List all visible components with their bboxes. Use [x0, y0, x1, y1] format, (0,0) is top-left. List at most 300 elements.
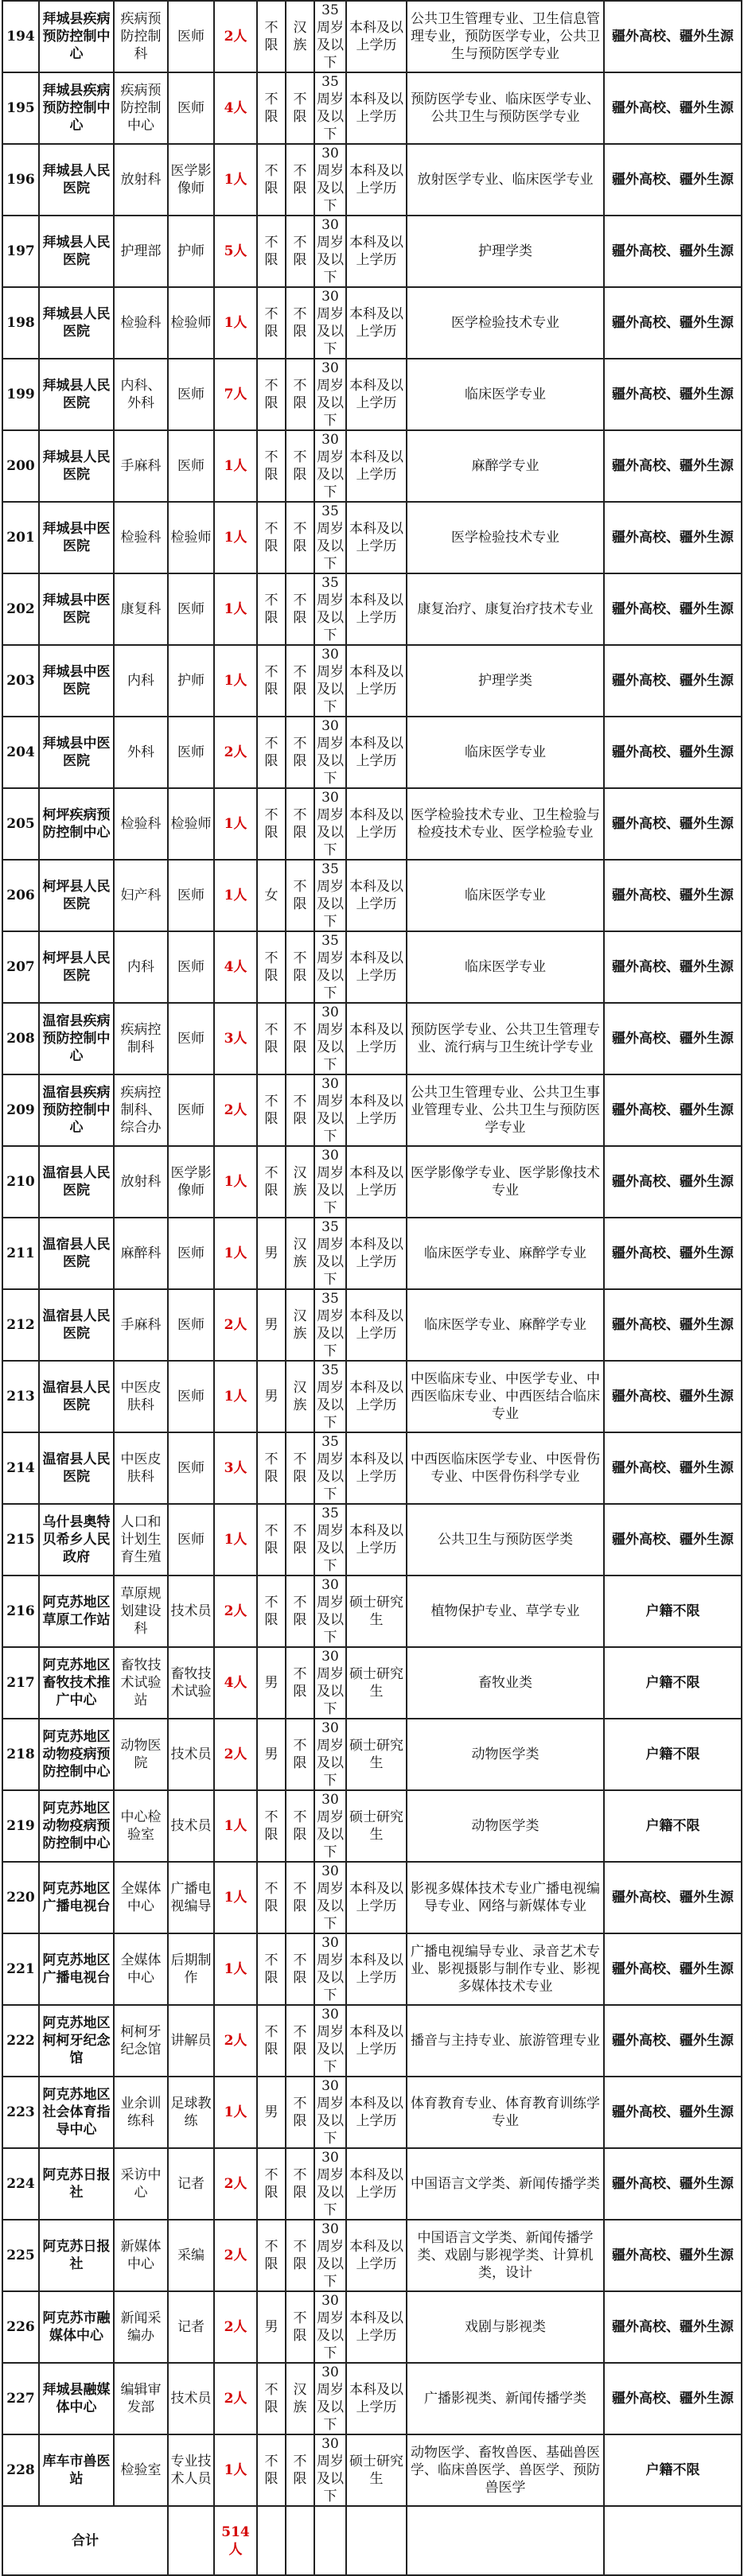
row-number: 220	[2, 1862, 39, 1933]
source-requirement: 疆外高校、疆外生源	[604, 2363, 742, 2434]
position: 记者	[168, 2291, 214, 2363]
unit-name: 拜城县中医医院	[39, 645, 114, 717]
table-row	[2, 1074, 742, 1146]
unit-name: 拜城县疾病预防控制中心	[39, 72, 114, 144]
total-label: 合计	[2, 2506, 168, 2575]
gender: 不限	[257, 1504, 286, 1576]
row-number: 217	[2, 1647, 39, 1719]
major-requirement: 护理学类	[407, 216, 604, 287]
position: 检验师	[168, 287, 214, 359]
age-limit: 35周岁及以下	[314, 1218, 346, 1289]
recruitment-table	[2, 0, 742, 2576]
department: 采访中心	[114, 2148, 168, 2220]
source-requirement: 疆外高校、疆外生源	[604, 2077, 742, 2148]
ethnicity: 汉族	[286, 1218, 314, 1289]
age-limit: 35周岁及以下	[314, 1432, 346, 1504]
department: 新媒体中心	[114, 2220, 168, 2291]
table-row	[2, 72, 742, 144]
table-row	[2, 1719, 742, 1790]
row-number: 214	[2, 1432, 39, 1504]
education: 本科及以上学历	[346, 573, 407, 645]
education: 硕士研究生	[346, 1719, 407, 1790]
table-row	[2, 1432, 742, 1504]
department: 外科	[114, 717, 168, 788]
table-row	[2, 1146, 742, 1218]
position: 医师	[168, 1003, 214, 1074]
unit-name: 拜城县人民医院	[39, 430, 114, 502]
gender: 不限	[257, 1074, 286, 1146]
age-limit: 30周岁及以下	[314, 788, 346, 860]
position: 采编	[168, 2220, 214, 2291]
unit-name: 阿克苏地区畜牧技术推广中心	[39, 1647, 114, 1719]
major-requirement: 体育教育专业、体育教育训练学专业	[407, 2077, 604, 2148]
table-row	[2, 1933, 742, 2005]
table-row	[2, 216, 742, 287]
age-limit: 35周岁及以下	[314, 502, 346, 573]
department: 疾病控制科、综合办	[114, 1074, 168, 1146]
gender: 不限	[257, 573, 286, 645]
ethnicity: 不限	[286, 1003, 314, 1074]
table-row	[2, 430, 742, 502]
age-limit: 35周岁及以下	[314, 1361, 346, 1432]
major-requirement: 播音与主持专业、旅游管理专业	[407, 2005, 604, 2077]
department: 疾病预防控制科	[114, 1, 168, 72]
row-number: 208	[2, 1003, 39, 1074]
table-row	[2, 1361, 742, 1432]
row-number: 202	[2, 573, 39, 645]
education: 本科及以上学历	[346, 2148, 407, 2220]
row-number: 213	[2, 1361, 39, 1432]
source-requirement: 疆外高校、疆外生源	[604, 1074, 742, 1146]
unit-name: 阿克苏地区动物疫病预防控制中心	[39, 1719, 114, 1790]
age-limit: 30周岁及以下	[314, 2434, 346, 2506]
department: 手麻科	[114, 430, 168, 502]
source-requirement: 户籍不限	[604, 2434, 742, 2506]
age-limit: 30周岁及以下	[314, 359, 346, 430]
position: 技术员	[168, 1719, 214, 1790]
source-requirement: 疆外高校、疆外生源	[604, 573, 742, 645]
table-row	[2, 2363, 742, 2434]
row-number: 194	[2, 1, 39, 72]
age-limit: 35周岁及以下	[314, 573, 346, 645]
age-limit: 30周岁及以下	[314, 1074, 346, 1146]
age-limit: 30周岁及以下	[314, 2077, 346, 2148]
gender: 不限	[257, 2220, 286, 2291]
position: 医师	[168, 717, 214, 788]
education: 本科及以上学历	[346, 788, 407, 860]
table-row	[2, 1, 742, 72]
ethnicity: 不限	[286, 1576, 314, 1647]
headcount: 2人	[214, 2363, 257, 2434]
major-requirement: 中国语言文学类、新闻传播学类、戏剧与影视学类、计算机类，设计	[407, 2220, 604, 2291]
source-requirement: 疆外高校、疆外生源	[604, 1289, 742, 1361]
gender: 不限	[257, 1862, 286, 1933]
row-number: 196	[2, 144, 39, 216]
source-requirement: 疆外高校、疆外生源	[604, 287, 742, 359]
major-requirement: 广播影视类、新闻传播学类	[407, 2363, 604, 2434]
unit-name: 拜城县中医医院	[39, 717, 114, 788]
department: 检验科	[114, 502, 168, 573]
total-empty	[346, 2506, 407, 2575]
headcount: 2人	[214, 2005, 257, 2077]
row-number: 216	[2, 1576, 39, 1647]
ethnicity: 不限	[286, 144, 314, 216]
unit-name: 乌什县奥特贝希乡人民政府	[39, 1504, 114, 1576]
row-number: 199	[2, 359, 39, 430]
position: 医师	[168, 430, 214, 502]
source-requirement: 疆外高校、疆外生源	[604, 645, 742, 717]
education: 本科及以上学历	[346, 860, 407, 931]
table-row	[2, 717, 742, 788]
age-limit: 30周岁及以下	[314, 2363, 346, 2434]
headcount: 4人	[214, 931, 257, 1003]
ethnicity: 不限	[286, 287, 314, 359]
table-row	[2, 144, 742, 216]
education: 本科及以上学历	[346, 2077, 407, 2148]
education: 本科及以上学历	[346, 2291, 407, 2363]
major-requirement: 临床医学专业	[407, 717, 604, 788]
age-limit: 30周岁及以下	[314, 1003, 346, 1074]
major-requirement: 康复治疗、康复治疗技术专业	[407, 573, 604, 645]
unit-name: 阿克苏地区广播电视台	[39, 1933, 114, 2005]
headcount: 3人	[214, 1003, 257, 1074]
total-empty	[168, 2506, 214, 2575]
position: 技术员	[168, 1790, 214, 1862]
unit-name: 阿克苏地区动物疫病预防控制中心	[39, 1790, 114, 1862]
row-number: 224	[2, 2148, 39, 2220]
age-limit: 30周岁及以下	[314, 287, 346, 359]
education: 本科及以上学历	[346, 717, 407, 788]
position: 畜牧技术试验	[168, 1647, 214, 1719]
department: 放射科	[114, 144, 168, 216]
table-row	[2, 2148, 742, 2220]
department: 中医皮肤科	[114, 1432, 168, 1504]
total-empty	[407, 2506, 604, 2575]
gender: 不限	[257, 1933, 286, 2005]
position: 医师	[168, 359, 214, 430]
major-requirement: 临床医学专业	[407, 860, 604, 931]
unit-name: 温宿县疾病预防控制中心	[39, 1003, 114, 1074]
unit-name: 温宿县人民医院	[39, 1361, 114, 1432]
age-limit: 30周岁及以下	[314, 2291, 346, 2363]
department: 草原规划建设科	[114, 1576, 168, 1647]
education: 本科及以上学历	[346, 1432, 407, 1504]
table-row	[2, 2291, 742, 2363]
table-row	[2, 2220, 742, 2291]
age-limit: 30周岁及以下	[314, 2005, 346, 2077]
unit-name: 拜城县人民医院	[39, 144, 114, 216]
table-row	[2, 573, 742, 645]
unit-name: 阿克苏地区广播电视台	[39, 1862, 114, 1933]
education: 本科及以上学历	[346, 287, 407, 359]
education: 硕士研究生	[346, 1576, 407, 1647]
position: 医师	[168, 573, 214, 645]
table-row	[2, 860, 742, 931]
department: 康复科	[114, 573, 168, 645]
age-limit: 30周岁及以下	[314, 1933, 346, 2005]
headcount: 5人	[214, 216, 257, 287]
major-requirement: 临床医学专业	[407, 931, 604, 1003]
education: 本科及以上学历	[346, 144, 407, 216]
table-row	[2, 1647, 742, 1719]
position: 医师	[168, 1, 214, 72]
ethnicity: 不限	[286, 359, 314, 430]
department: 新闻采编办	[114, 2291, 168, 2363]
ethnicity: 不限	[286, 1504, 314, 1576]
row-number: 225	[2, 2220, 39, 2291]
department: 护理部	[114, 216, 168, 287]
age-limit: 35周岁及以下	[314, 1504, 346, 1576]
position: 医师	[168, 931, 214, 1003]
major-requirement: 戏剧与影视类	[407, 2291, 604, 2363]
department: 麻醉科	[114, 1218, 168, 1289]
department: 动物医院	[114, 1719, 168, 1790]
headcount: 2人	[214, 1719, 257, 1790]
education: 本科及以上学历	[346, 1289, 407, 1361]
table-row	[2, 2077, 742, 2148]
age-limit: 35周岁及以下	[314, 1289, 346, 1361]
source-requirement: 疆外高校、疆外生源	[604, 1862, 742, 1933]
row-number: 207	[2, 931, 39, 1003]
row-number: 203	[2, 645, 39, 717]
gender: 男	[257, 1361, 286, 1432]
unit-name: 柯坪疾病预防控制中心	[39, 788, 114, 860]
major-requirement: 公共卫生与预防医学类	[407, 1504, 604, 1576]
source-requirement: 疆外高校、疆外生源	[604, 1361, 742, 1432]
table-row	[2, 1862, 742, 1933]
total-empty	[286, 2506, 314, 2575]
unit-name: 阿克苏日报社	[39, 2220, 114, 2291]
major-requirement: 麻醉学专业	[407, 430, 604, 502]
row-number: 206	[2, 860, 39, 931]
education: 本科及以上学历	[346, 1933, 407, 2005]
table-row	[2, 2434, 742, 2506]
gender: 不限	[257, 717, 286, 788]
position: 医师	[168, 860, 214, 931]
major-requirement: 放射医学专业、临床医学专业	[407, 144, 604, 216]
ethnicity: 不限	[286, 502, 314, 573]
headcount: 2人	[214, 2148, 257, 2220]
major-requirement: 医学检验技术专业	[407, 287, 604, 359]
ethnicity: 不限	[286, 2148, 314, 2220]
gender: 不限	[257, 430, 286, 502]
education: 本科及以上学历	[346, 1504, 407, 1576]
headcount: 1人	[214, 144, 257, 216]
source-requirement: 疆外高校、疆外生源	[604, 2005, 742, 2077]
unit-name: 阿克苏地区社会体育指导中心	[39, 2077, 114, 2148]
source-requirement: 疆外高校、疆外生源	[604, 502, 742, 573]
headcount: 2人	[214, 1, 257, 72]
ethnicity: 不限	[286, 1862, 314, 1933]
major-requirement: 影视多媒体技术专业广播电视编导专业、网络与新媒体专业	[407, 1862, 604, 1933]
age-limit: 30周岁及以下	[314, 2148, 346, 2220]
education: 硕士研究生	[346, 1790, 407, 1862]
gender: 不限	[257, 931, 286, 1003]
major-requirement: 护理学类	[407, 645, 604, 717]
education: 本科及以上学历	[346, 1218, 407, 1289]
ethnicity: 不限	[286, 1719, 314, 1790]
ethnicity: 汉族	[286, 1289, 314, 1361]
headcount: 1人	[214, 502, 257, 573]
unit-name: 温宿县人民医院	[39, 1218, 114, 1289]
department: 畜牧技术试验站	[114, 1647, 168, 1719]
education: 硕士研究生	[346, 1647, 407, 1719]
row-number: 197	[2, 216, 39, 287]
position: 检验师	[168, 502, 214, 573]
ethnicity: 不限	[286, 2220, 314, 2291]
position: 技术员	[168, 1576, 214, 1647]
unit-name: 拜城县融媒体中心	[39, 2363, 114, 2434]
total-empty	[257, 2506, 286, 2575]
source-requirement: 疆外高校、疆外生源	[604, 1432, 742, 1504]
source-requirement: 户籍不限	[604, 1719, 742, 1790]
age-limit: 30周岁及以下	[314, 717, 346, 788]
gender: 不限	[257, 502, 286, 573]
headcount: 1人	[214, 1790, 257, 1862]
total-empty	[314, 2506, 346, 2575]
gender: 不限	[257, 1, 286, 72]
gender: 不限	[257, 788, 286, 860]
department: 检验科	[114, 287, 168, 359]
row-number: 227	[2, 2363, 39, 2434]
row-number: 204	[2, 717, 39, 788]
education: 本科及以上学历	[346, 1074, 407, 1146]
age-limit: 30周岁及以下	[314, 144, 346, 216]
source-requirement: 疆外高校、疆外生源	[604, 2220, 742, 2291]
ethnicity: 不限	[286, 1933, 314, 2005]
ethnicity: 不限	[286, 717, 314, 788]
position: 后期制作	[168, 1933, 214, 2005]
source-requirement: 疆外高校、疆外生源	[604, 717, 742, 788]
department: 内科、外科	[114, 359, 168, 430]
position: 技术员	[168, 2363, 214, 2434]
education: 本科及以上学历	[346, 216, 407, 287]
source-requirement: 疆外高校、疆外生源	[604, 788, 742, 860]
age-limit: 35周岁及以下	[314, 72, 346, 144]
source-requirement: 疆外高校、疆外生源	[604, 216, 742, 287]
education: 本科及以上学历	[346, 645, 407, 717]
unit-name: 拜城县人民医院	[39, 216, 114, 287]
source-requirement: 疆外高校、疆外生源	[604, 1504, 742, 1576]
position: 广播电视编导	[168, 1862, 214, 1933]
department: 检验室	[114, 2434, 168, 2506]
major-requirement: 医学影像学专业、医学影像技术专业	[407, 1146, 604, 1218]
headcount: 1人	[214, 573, 257, 645]
major-requirement: 临床医学专业、麻醉学专业	[407, 1218, 604, 1289]
education: 本科及以上学历	[346, 1862, 407, 1933]
gender: 不限	[257, 1003, 286, 1074]
gender: 不限	[257, 1790, 286, 1862]
source-requirement: 疆外高校、疆外生源	[604, 2148, 742, 2220]
major-requirement: 中医临床专业、中医学专业、中西医临床专业、中西医结合临床专业	[407, 1361, 604, 1432]
ethnicity: 不限	[286, 1074, 314, 1146]
age-limit: 30周岁及以下	[314, 1146, 346, 1218]
ethnicity: 不限	[286, 860, 314, 931]
table-row	[2, 1576, 742, 1647]
department: 疾病控制科	[114, 1003, 168, 1074]
major-requirement: 动物医学类	[407, 1719, 604, 1790]
major-requirement: 临床医学专业	[407, 359, 604, 430]
position: 护师	[168, 645, 214, 717]
table-row	[2, 359, 742, 430]
headcount: 2人	[214, 1576, 257, 1647]
source-requirement: 疆外高校、疆外生源	[604, 2291, 742, 2363]
row-number: 226	[2, 2291, 39, 2363]
education: 本科及以上学历	[346, 502, 407, 573]
headcount: 1人	[214, 1361, 257, 1432]
major-requirement: 医学检验技术专业	[407, 502, 604, 573]
headcount: 7人	[214, 359, 257, 430]
ethnicity: 不限	[286, 2077, 314, 2148]
unit-name: 拜城县疾病预防控制中心	[39, 1, 114, 72]
gender: 男	[257, 2077, 286, 2148]
position: 医学影像师	[168, 1146, 214, 1218]
headcount: 1人	[214, 1933, 257, 2005]
position: 医师	[168, 1289, 214, 1361]
headcount: 4人	[214, 72, 257, 144]
table-row	[2, 1218, 742, 1289]
source-requirement: 疆外高校、疆外生源	[604, 1218, 742, 1289]
row-number: 198	[2, 287, 39, 359]
source-requirement: 户籍不限	[604, 1647, 742, 1719]
position: 专业技术人员	[168, 2434, 214, 2506]
table-row	[2, 1790, 742, 1862]
headcount: 4人	[214, 1647, 257, 1719]
position: 记者	[168, 2148, 214, 2220]
gender: 不限	[257, 2148, 286, 2220]
position: 医师	[168, 1504, 214, 1576]
department: 放射科	[114, 1146, 168, 1218]
department: 妇产科	[114, 860, 168, 931]
gender: 不限	[257, 645, 286, 717]
ethnicity: 汉族	[286, 1146, 314, 1218]
source-requirement: 户籍不限	[604, 1790, 742, 1862]
major-requirement: 畜牧业类	[407, 1647, 604, 1719]
row-number: 201	[2, 502, 39, 573]
major-requirement: 医学检验技术专业、卫生检验与检疫技术专业、医学检验专业	[407, 788, 604, 860]
source-requirement: 疆外高校、疆外生源	[604, 931, 742, 1003]
row-number: 228	[2, 2434, 39, 2506]
ethnicity: 汉族	[286, 2363, 314, 2434]
headcount: 2人	[214, 1289, 257, 1361]
age-limit: 30周岁及以下	[314, 1647, 346, 1719]
table-row	[2, 645, 742, 717]
age-limit: 35周岁及以下	[314, 1, 346, 72]
table-row	[2, 2005, 742, 2077]
education: 本科及以上学历	[346, 931, 407, 1003]
source-requirement: 疆外高校、疆外生源	[604, 430, 742, 502]
ethnicity: 不限	[286, 1432, 314, 1504]
position: 医师	[168, 1074, 214, 1146]
unit-name: 柯坪县人民医院	[39, 931, 114, 1003]
gender: 男	[257, 1218, 286, 1289]
position: 医师	[168, 1218, 214, 1289]
ethnicity: 不限	[286, 788, 314, 860]
gender: 不限	[257, 1576, 286, 1647]
department: 检验科	[114, 788, 168, 860]
gender: 不限	[257, 2434, 286, 2506]
unit-name: 柯坪县人民医院	[39, 860, 114, 931]
headcount: 1人	[214, 1862, 257, 1933]
gender: 男	[257, 1647, 286, 1719]
ethnicity: 不限	[286, 1647, 314, 1719]
source-requirement: 疆外高校、疆外生源	[604, 1146, 742, 1218]
ethnicity: 不限	[286, 645, 314, 717]
row-number: 205	[2, 788, 39, 860]
education: 本科及以上学历	[346, 1361, 407, 1432]
position: 讲解员	[168, 2005, 214, 2077]
ethnicity: 不限	[286, 573, 314, 645]
